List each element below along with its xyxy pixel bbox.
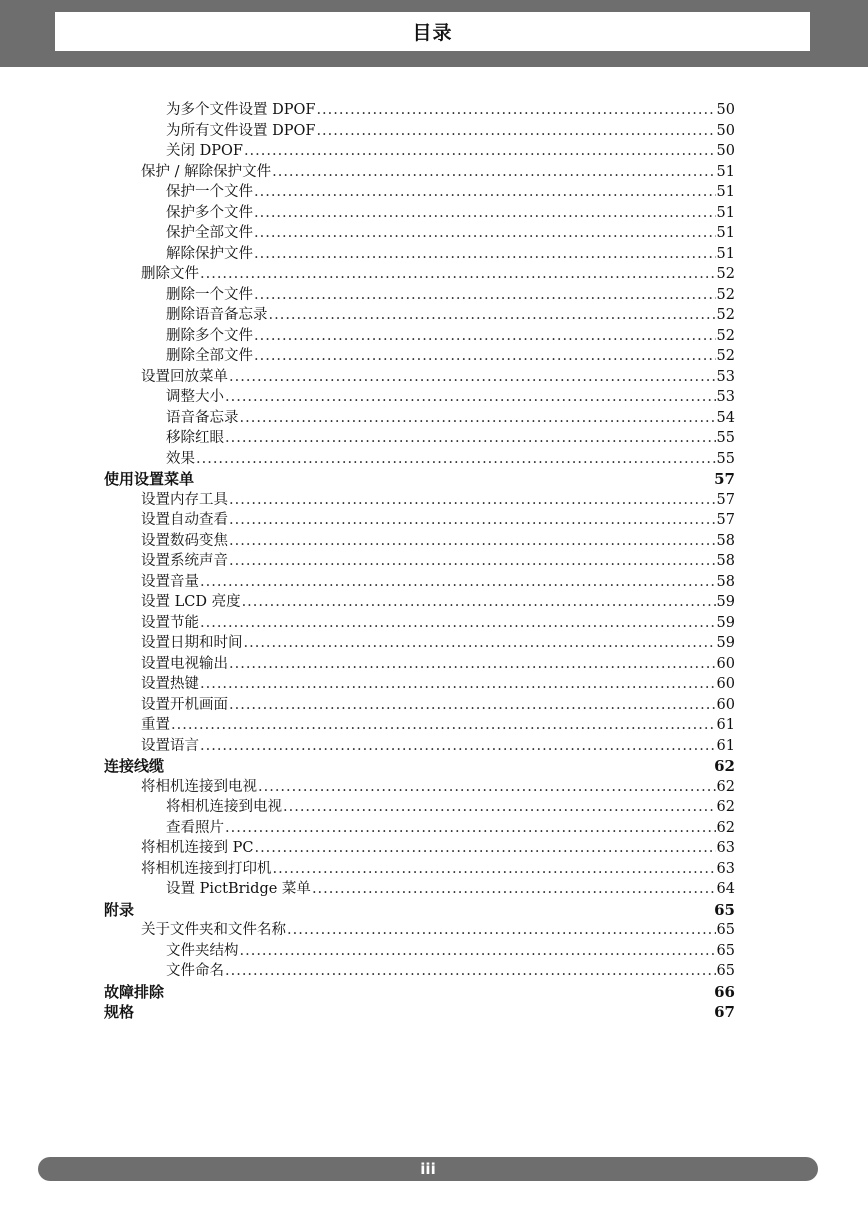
- toc-row: [104, 900, 735, 920]
- toc-entry-label: 移除红眼: [166, 430, 224, 446]
- toc-row: [141, 490, 735, 510]
- toc-entry-label: 规格: [104, 1003, 135, 1021]
- toc-entry-page: 55: [716, 430, 735, 446]
- toc-section-entry[interactable]: [0, 162, 868, 182]
- toc-row: [141, 838, 735, 858]
- toc-dot-leader: [171, 715, 716, 735]
- toc-row: [104, 756, 735, 776]
- toc-row: [166, 797, 735, 817]
- toc-section-entry[interactable]: [0, 920, 868, 940]
- toc-subsection-entry[interactable]: [0, 797, 868, 817]
- toc-entry-page: 55: [716, 450, 735, 467]
- toc-row: [166, 818, 735, 838]
- toc-entry-label: 删除文件: [141, 266, 199, 282]
- toc-row: [141, 859, 735, 879]
- toc-entry-label: 设置系统声音: [141, 553, 228, 569]
- toc-dot-leader: [229, 551, 716, 571]
- toc-entry-label: 设置日期和时间: [141, 635, 243, 651]
- toc-row: [166, 141, 735, 161]
- toc-entry-label: 设置电视输出: [141, 655, 228, 672]
- toc-entry-page: 52: [716, 266, 735, 282]
- toc-row: [141, 695, 735, 715]
- toc-row: [166, 387, 735, 407]
- toc-dot-leader: [254, 244, 716, 264]
- toc-entry-page: 58: [716, 553, 735, 569]
- toc-entry-page: 60: [716, 676, 735, 692]
- toc-entry-label: 故障排除: [104, 982, 165, 1001]
- toc-chapter-entry[interactable]: [0, 982, 868, 1002]
- toc-entry-label: 文件命名: [166, 963, 224, 979]
- toc-row: [166, 223, 735, 243]
- toc-chapter-entry[interactable]: [0, 1002, 868, 1022]
- toc-dot-leader: [229, 531, 716, 551]
- toc-subsection-entry[interactable]: [0, 100, 868, 120]
- toc-dot-leader: [254, 223, 716, 243]
- toc-section-entry[interactable]: [0, 264, 868, 284]
- toc-entry-label: 将相机连接到电视: [166, 799, 282, 815]
- toc-dot-leader: [258, 777, 716, 797]
- toc-row: [141, 920, 735, 940]
- page-title: 目录: [412, 22, 453, 44]
- toc-subsection-entry[interactable]: [0, 941, 868, 961]
- toc-entry-page: 51: [716, 163, 735, 180]
- toc-subsection-entry[interactable]: [0, 182, 868, 202]
- toc-section-entry[interactable]: [0, 654, 868, 674]
- toc-row: [141, 736, 735, 756]
- toc-entry-page: 64: [716, 881, 735, 897]
- toc-entry-label: 附录: [104, 900, 135, 919]
- toc-entry-label: 删除一个文件: [166, 286, 253, 303]
- toc-row: [166, 182, 735, 202]
- toc-section-entry[interactable]: [0, 367, 868, 387]
- toc-dot-leader: [254, 203, 716, 223]
- toc-dot-leader: [316, 121, 715, 141]
- toc-row: [141, 592, 735, 612]
- toc-chapter-entry[interactable]: [0, 756, 868, 776]
- toc-row: [166, 305, 735, 325]
- toc-entry-label: 效果: [166, 450, 195, 467]
- toc-dot-leader: [200, 572, 716, 592]
- toc-dot-leader: [225, 428, 716, 448]
- toc-dot-leader: [254, 346, 716, 366]
- toc-dot-leader: [200, 264, 716, 284]
- toc-row: [166, 121, 735, 141]
- toc-entry-label: 关于文件夹和文件名称: [141, 922, 286, 938]
- toc-entry-page: 60: [716, 696, 735, 713]
- toc-entry-label: 删除语音备忘录: [166, 307, 268, 323]
- toc-dot-leader: [229, 367, 716, 387]
- toc-entry-page: 65: [716, 922, 735, 938]
- toc-dot-leader: [240, 941, 716, 961]
- header-band: [0, 0, 868, 67]
- toc-entry-label: 将相机连接到电视: [141, 778, 257, 795]
- toc-section-entry[interactable]: [0, 572, 868, 592]
- toc-row: [141, 633, 735, 653]
- toc-entry-page: 57: [714, 470, 735, 488]
- toc-row: [166, 346, 735, 366]
- toc-subsection-entry[interactable]: [0, 346, 868, 366]
- toc-dot-leader: [200, 613, 716, 633]
- toc-dot-leader: [272, 162, 715, 182]
- toc-row: [166, 408, 735, 428]
- toc-entry-label: 设置数码变焦: [141, 532, 228, 549]
- toc-entry-page: 52: [716, 286, 735, 303]
- toc-entry-label: 设置 LCD 亮度: [141, 594, 241, 610]
- toc-entry-label: 设置音量: [141, 573, 199, 590]
- toc-dot-leader: [254, 285, 716, 305]
- toc-entry-page: 59: [716, 594, 735, 610]
- toc-dot-leader: [316, 100, 715, 120]
- toc-dot-leader: [225, 818, 716, 838]
- toc-entry-page: 52: [716, 307, 735, 323]
- toc-entry-label: 设置开机画面: [141, 696, 228, 713]
- toc-dot-leader: [225, 387, 716, 407]
- toc-row: [104, 1002, 735, 1022]
- toc-row: [141, 572, 735, 592]
- toc-dot-leader: [242, 592, 716, 612]
- toc-row: [141, 654, 735, 674]
- footer-page-number: iii: [420, 1160, 436, 1178]
- toc-dot-leader: [225, 961, 716, 981]
- toc-entry-page: 61: [716, 737, 735, 754]
- toc-section-entry[interactable]: [0, 613, 868, 633]
- toc-subsection-entry[interactable]: [0, 141, 868, 161]
- toc-dot-leader: [229, 490, 716, 510]
- toc-subsection-entry[interactable]: [0, 326, 868, 346]
- toc-section-entry[interactable]: [0, 592, 868, 612]
- toc-entry-label: 保护多个文件: [166, 204, 253, 221]
- toc-section-entry[interactable]: [0, 633, 868, 653]
- toc-entry-label: 调整大小: [166, 389, 224, 405]
- toc-entry-page: 51: [716, 184, 735, 200]
- toc-subsection-entry[interactable]: [0, 428, 868, 448]
- toc-entry-label: 文件夹结构: [166, 942, 239, 959]
- toc-entry-label: 使用设置菜单: [104, 470, 195, 488]
- toc-subsection-entry[interactable]: [0, 285, 868, 305]
- toc-entry-page: 50: [716, 143, 735, 159]
- toc-dot-leader: [229, 654, 716, 674]
- toc-dot-leader: [273, 859, 716, 879]
- toc-entry-page: 62: [716, 799, 735, 815]
- toc-entry-label: 解除保护文件: [166, 245, 253, 262]
- toc-subsection-entry[interactable]: [0, 879, 868, 899]
- toc-entry-page: 66: [714, 982, 735, 1001]
- toc-row: [166, 326, 735, 346]
- toc-entry-page: 57: [716, 491, 735, 508]
- toc-entry-page: 50: [716, 122, 735, 139]
- toc-row: [166, 879, 735, 899]
- toc-chapter-entry[interactable]: [0, 469, 868, 489]
- toc-row: [166, 941, 735, 961]
- toc-entry-page: 50: [716, 102, 735, 118]
- toc-entry-page: 57: [716, 512, 735, 528]
- toc-entry-page: 61: [716, 717, 735, 733]
- toc-entry-page: 53: [716, 389, 735, 405]
- toc-entry-page: 63: [716, 840, 735, 856]
- toc-dot-leader: [269, 305, 716, 325]
- toc-dot-leader: [283, 797, 716, 817]
- toc-section-entry[interactable]: [0, 859, 868, 879]
- toc-entry-label: 设置回放菜单: [141, 368, 228, 385]
- toc-row: [166, 961, 735, 981]
- toc-dot-leader: [254, 326, 716, 346]
- toc-entry-label: 语音备忘录: [166, 409, 239, 426]
- toc-row: [166, 244, 735, 264]
- toc-entry-label: 删除全部文件: [166, 348, 253, 364]
- toc-dot-leader: [229, 510, 716, 530]
- toc-entry-page: 51: [716, 225, 735, 241]
- toc-dot-leader: [244, 633, 716, 653]
- toc-entry-page: 65: [714, 900, 735, 919]
- toc-row: [141, 613, 735, 633]
- toc-section-entry[interactable]: [0, 674, 868, 694]
- toc-entry-label: 保护一个文件: [166, 184, 253, 200]
- toc-subsection-entry[interactable]: [0, 387, 868, 407]
- toc-row: [104, 982, 735, 1002]
- toc-entry-page: 58: [716, 573, 735, 590]
- toc-entry-page: 67: [714, 1003, 735, 1021]
- toc-row: [141, 674, 735, 694]
- toc-row: [166, 203, 735, 223]
- toc-entry-page: 59: [716, 635, 735, 651]
- toc-row: [166, 449, 735, 469]
- toc-entry-page: 65: [716, 963, 735, 979]
- toc-entry-label: 设置自动查看: [141, 512, 228, 528]
- toc-entry-label: 保护全部文件: [166, 225, 253, 241]
- toc-dot-leader: [254, 182, 716, 202]
- toc-subsection-entry[interactable]: [0, 203, 868, 223]
- toc-entry-page: 52: [716, 327, 735, 344]
- toc-dot-leader: [200, 674, 716, 694]
- toc-entry-label: 查看照片: [166, 819, 224, 836]
- toc-entry-label: 为所有文件设置 DPOF: [166, 122, 316, 139]
- toc-entry-label: 连接线缆: [104, 757, 165, 775]
- toc-row: [104, 469, 735, 489]
- toc-entry-page: 62: [714, 757, 735, 775]
- toc-entry-page: 53: [716, 368, 735, 385]
- toc-entry-label: 将相机连接到 PC: [141, 840, 254, 856]
- toc-section-entry[interactable]: [0, 551, 868, 571]
- toc-row: [141, 777, 735, 797]
- toc-subsection-entry[interactable]: [0, 305, 868, 325]
- toc-row: [141, 551, 735, 571]
- toc-subsection-entry[interactable]: [0, 961, 868, 981]
- toc-entry-page: 62: [716, 778, 735, 795]
- toc-dot-leader: [312, 879, 716, 899]
- toc-entry-label: 重置: [141, 717, 170, 733]
- toc-chapter-entry[interactable]: [0, 900, 868, 920]
- toc-row: [141, 367, 735, 387]
- toc-dot-leader: [200, 736, 716, 756]
- toc-row: [166, 285, 735, 305]
- toc-section-entry[interactable]: [0, 777, 868, 797]
- toc-row: [141, 531, 735, 551]
- toc-dot-leader: [254, 838, 715, 858]
- toc-row: [141, 715, 735, 735]
- toc-subsection-entry[interactable]: [0, 408, 868, 428]
- toc-subsection-entry[interactable]: [0, 121, 868, 141]
- toc-entry-page: 63: [716, 860, 735, 877]
- toc-subsection-entry[interactable]: [0, 223, 868, 243]
- toc-section-entry[interactable]: [0, 736, 868, 756]
- toc-section-entry[interactable]: [0, 695, 868, 715]
- toc-section-entry[interactable]: [0, 531, 868, 551]
- toc-entry-label: 删除多个文件: [166, 327, 253, 344]
- toc-entry-page: 51: [716, 245, 735, 262]
- header-box: [55, 12, 810, 51]
- toc-section-entry[interactable]: [0, 715, 868, 735]
- toc-section-entry[interactable]: [0, 838, 868, 858]
- toc-entry-label: 关闭 DPOF: [166, 143, 243, 159]
- toc-dot-leader: [229, 695, 716, 715]
- toc-row: [141, 510, 735, 530]
- toc-subsection-entry[interactable]: [0, 818, 868, 838]
- toc-entry-page: 62: [716, 819, 735, 836]
- toc-dot-leader: [196, 449, 716, 469]
- toc-section-entry[interactable]: [0, 490, 868, 510]
- toc-subsection-entry[interactable]: [0, 449, 868, 469]
- toc-dot-leader: [244, 141, 716, 161]
- toc-entry-page: 52: [716, 348, 735, 364]
- toc-row: [166, 428, 735, 448]
- toc-section-entry[interactable]: [0, 510, 868, 530]
- toc-entry-label: 将相机连接到打印机: [141, 860, 272, 877]
- toc-entry-label: 保护 / 解除保护文件: [141, 163, 272, 180]
- toc-row: [141, 264, 735, 284]
- toc-entry-page: 59: [716, 614, 735, 631]
- footer-bar: [38, 1157, 818, 1181]
- toc-subsection-entry[interactable]: [0, 244, 868, 264]
- toc-row: [141, 162, 735, 182]
- toc-entry-label: 设置 PictBridge 菜单: [166, 881, 311, 897]
- toc-dot-leader: [240, 408, 716, 428]
- toc-entry-page: 58: [716, 532, 735, 549]
- toc-entry-label: 设置语言: [141, 737, 199, 754]
- toc-entry-page: 51: [716, 204, 735, 221]
- toc-entry-label: 设置热键: [141, 676, 199, 692]
- toc-entry-page: 54: [716, 409, 735, 426]
- toc-dot-leader: [287, 920, 716, 940]
- toc-entry-label: 设置内存工具: [141, 491, 228, 508]
- toc-entry-label: 为多个文件设置 DPOF: [166, 102, 316, 118]
- toc-entry-page: 65: [716, 942, 735, 959]
- toc-row: [166, 100, 735, 120]
- toc-entry-page: 60: [716, 655, 735, 672]
- toc-entry-label: 设置节能: [141, 614, 199, 631]
